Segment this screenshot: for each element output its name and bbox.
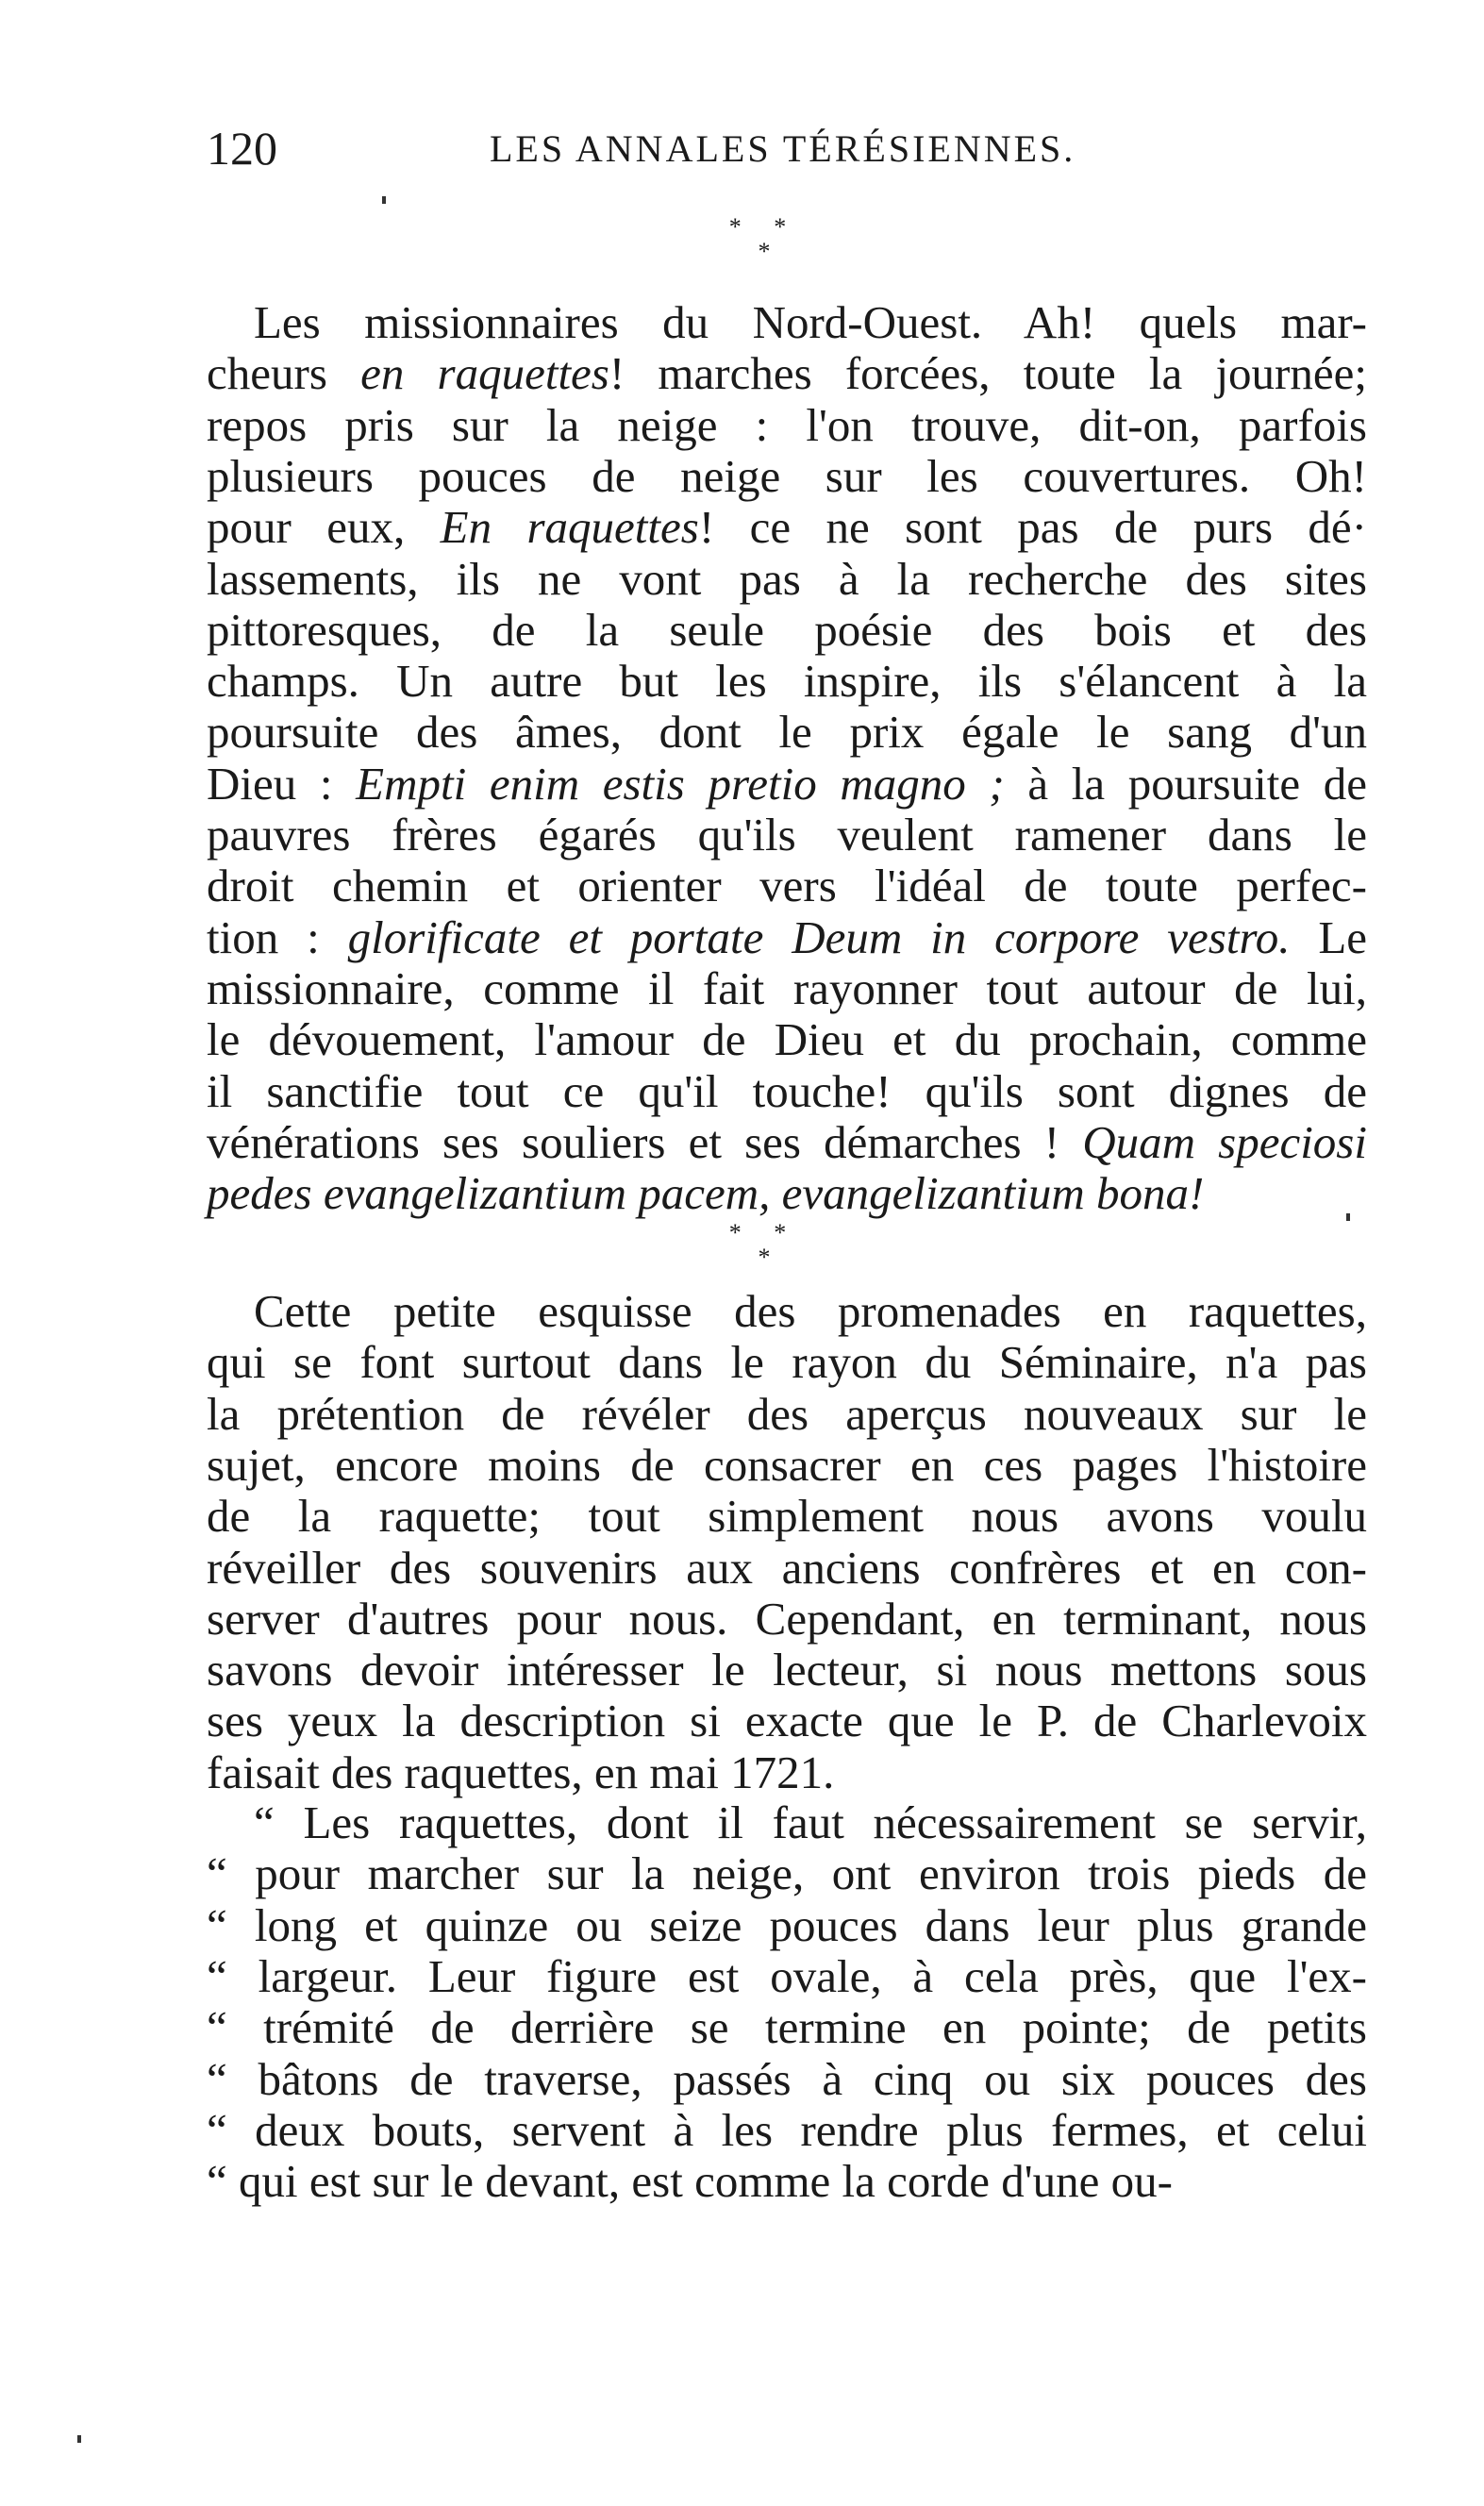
text-line [207,706,1367,759]
text-run: pauvres frères égarés qu'ils veulent ramener dans le [207,809,1367,860]
text-line [207,604,1367,657]
text-line [207,860,1367,912]
text-run: faisait des raquettes, en mai 1721. [207,1746,835,1798]
text-run: qui se font surtout dans le rayon du Séminaire, n'a pas [207,1336,1367,1389]
ink-speck [77,2435,81,2443]
text-run: lassements, ils ne vont pas à la recherche des sites [207,552,1367,605]
text-line [207,1116,1367,1169]
text-line [207,758,1367,810]
ink-speck [382,196,386,204]
text-line [207,2104,1367,2157]
separator-stars-top: * * [728,213,800,241]
text-run: il sanctifie tout ce qu'il touche! qu'ils sont dignes de [207,1064,1367,1117]
text-line [207,347,1367,400]
text-run: de la raquette; tout simplement nous avons voulu [207,1490,1367,1543]
text-line [207,501,1367,554]
text-line [207,1695,1367,1747]
ink-speck [1346,1213,1350,1221]
separator-star-bottom: * [758,238,771,265]
text-run: “ qui est sur le devant, est comme la corde d'une ou- [207,2155,1173,2208]
section-separator-1 [726,213,802,279]
text-run: Cette petite esquisse des promenades en raquettes, [254,1285,1367,1337]
text-run: droit chemin et orienter vers l'idéal de toute perfec- [207,860,1367,912]
text-line [207,2155,1367,2208]
text-line [207,2001,1367,2054]
italic-text: Empti enim estis pretio magno ; [356,757,1005,810]
text-run: ses yeux la description si exacte que le P. de Charlevoix [207,1695,1367,1747]
text-run: “ deux bouts, servent à les rendre plus fermes, et celui [207,2103,1367,2156]
text-line [207,2053,1367,2106]
text-line [207,1899,1367,1952]
text-run: “ trémité de derrière se termine en pointe; de petits [207,2001,1367,2054]
text-line [207,1336,1367,1389]
italic-text: Quam speciosi [1082,1115,1367,1168]
text-line [207,962,1367,1015]
text-run: “ Les raquettes, dont il faut nécessairement se servir, [254,1796,1367,1848]
text-line [207,1593,1367,1646]
text-run: “ pour marcher sur la neige, ont environ trois pieds de [207,1847,1367,1900]
text-run: “ largeur. Leur figure est ovale, à cela près, que l'ex- [207,1949,1367,2002]
italic-text: pedes evangelizantium pacem, evangelizantium bona! [207,1167,1205,1220]
page-header [207,121,1367,177]
text-run: champs. Un autre but les inspire, ils s'élancent à la [207,655,1367,708]
separator-stars-top: * * [728,1219,800,1246]
text-run: poursuite des âmes, dont le prix égale le sang d'un [207,706,1367,759]
section-separator-2 [726,1219,802,1285]
text-line [207,1796,1367,1849]
text-run: à la poursuite de [1004,757,1367,810]
text-run: plusieurs pouces de neige sur les couvertures. Oh! [207,449,1367,502]
text-run: Les missionnaires du Nord-Ouest. Ah! quels mar- [254,296,1367,348]
text-run: “ long et quinze ou seize pouces dans leur plus grande [207,1898,1367,1951]
text-run: missionnaire, comme il fait rayonner tout autour de lui, [207,961,1367,1014]
text-run: server d'autres pour nous. Cependant, en terminant, nous [207,1592,1367,1645]
text-run: savons devoir intéresser le lecteur, si nous mettons sous [207,1644,1367,1696]
italic-text: glorificate et portate Deum in corpore vestro. [347,911,1291,963]
text-line [207,399,1367,452]
page-number: 120 [207,122,277,175]
text-run: ! ce ne sont pas de purs dé· [698,501,1367,554]
text-line [207,655,1367,708]
text-run: la prétention de révéler des aperçus nouveaux sur le [207,1387,1367,1440]
text-line [207,1013,1367,1066]
text-line [207,1167,1367,1220]
text-line [207,553,1367,606]
text-line [207,1542,1367,1595]
text-line [207,1439,1367,1492]
text-run: ! marches forcées, toute la journée; [609,347,1367,400]
text-line [207,450,1367,503]
text-run: Le [1290,911,1367,963]
italic-text: En raquettes [440,501,699,554]
text-run: cheurs [207,347,361,400]
text-run: pittoresques, de la seule poésie des bois et des [207,603,1367,656]
separator-star-bottom: * [758,1244,771,1271]
italic-text: en raquettes [360,347,609,400]
text-line [207,1065,1367,1118]
text-run: vénérations ses souliers et ses démarches ! [207,1115,1083,1168]
text-line [207,1847,1367,1900]
text-run: repos pris sur la neige : l'on trouve, dit-on, parfois [207,398,1367,451]
text-line [207,1490,1367,1543]
text-run: Dieu : [207,757,357,810]
text-run: pour eux, [207,501,441,554]
running-title: LES ANNALES TÉRÉSIENNES. [490,127,1076,170]
text-line [207,911,1367,964]
text-run: “ bâtons de traverse, passés à cinq ou six pouces des [207,2052,1367,2105]
text-line [207,1950,1367,2003]
text-line [207,809,1367,861]
text-run: réveiller des souvenirs aux anciens confrères et en con- [207,1541,1367,1594]
text-line [207,1285,1367,1338]
text-run: le dévouement, l'amour de Dieu et du prochain, comme [207,1013,1367,1066]
text-line [207,296,1367,349]
text-line [207,1644,1367,1696]
text-line [207,1746,1367,1799]
text-run: tion : [207,911,348,963]
text-run: sujet, encore moins de consacrer en ces pages l'histoire [207,1438,1367,1491]
text-line [207,1388,1367,1441]
